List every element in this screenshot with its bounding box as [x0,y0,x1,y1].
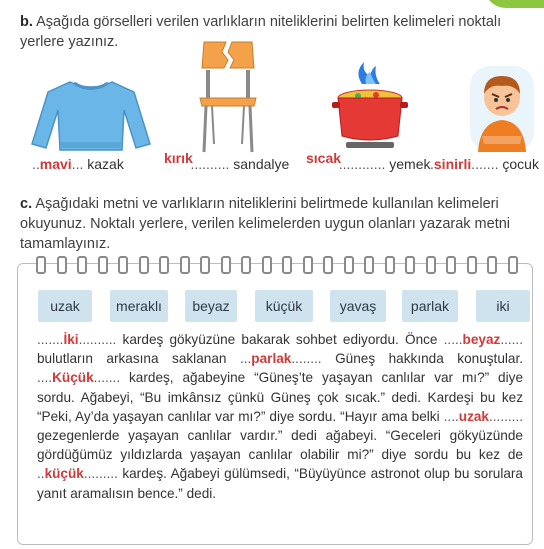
notebook-ring [344,256,354,274]
notebook-ring [303,256,313,274]
answer-1: İki [63,332,79,347]
notebook-ring [405,256,415,274]
angry-boy-icon [470,66,534,152]
caption-sweater: ..mavi... kazak [32,156,124,172]
word-parlak: parlak [402,290,458,322]
notebook-ring [241,256,251,274]
sweater-icon [30,78,152,152]
notebook-ring [159,256,169,274]
notebook-ring [77,256,87,274]
word-iki: iki [476,290,530,322]
word-beyaz: beyaz [185,290,237,322]
answer-5: uzak [458,408,489,424]
caption-pot-line: ............ yemek [338,156,431,172]
section-c-instruction: c. Aşağıdaki metni ve varlıkların niteliklerini belirtmede kullanılan kelimeleri okuyunuz. Noktalı yerlere, verilen kelimelerden uygun olanları yazarak metni tamamlayınız. [20,196,511,252]
notebook-ring [426,256,436,274]
word-yavas: yavaş [330,290,386,322]
word-merakli: meraklı [110,290,168,322]
notebook-ring [508,256,518,274]
section-b-instruction: b. Aşağıda görselleri verilen varlıkların niteliklerini belirten kelimeleri noktalı yerlere yazınız. [20,14,502,50]
caption-chair-line: .......... sandalye [190,156,290,172]
notebook-ring [262,256,272,274]
broken-chair-icon [196,40,260,156]
page-corner-decoration [484,0,544,8]
notebook-ring [487,256,497,274]
notebook-ring [467,256,477,274]
word-uzak: uzak [38,290,92,322]
notebook-ring [385,256,395,274]
notebook-ring [282,256,292,274]
answer-4: Küçük [52,370,94,386]
notebook-ring [36,256,46,274]
answer-3: parlak [251,351,292,367]
caption-boy: .sinirli....... çocuk [430,156,539,172]
hot-pot-icon [332,62,408,152]
word-kucuk: küçük [255,290,313,322]
story-paragraph: .......İki.......... kardeş gökyüzüne bakarak sohbet ediyordu. Önce .....beyaz...... bulutların arkasına saklanan ...parlak........ Güneş hakkında konuştular. ....Küçük....... kardeş, ağabeyine “Güneş’te yaşayan canlılar var mı?” diye sordu. Ağabeyi, “Bu imkânsız çünkü Güneş çok sıcak.” dedi. Kardeşi bu kez “Peki, Ay’da yaşayan canlılar var mı?” diye sordu. “Hayır ama belki ....uzak......... gezegenlerde yaşayan canlılar vardır.” dedi ağabeyi. “Geceleri gökyüzünde gördüğümüz yıldızlarda yaşayan canlılar olabilir mi?” diye sordu bu kez de ..küçük......... kardeş. Ağabeyi gülümsedi, “Büyüyünce astronot olup bu sorulara yanıt aramalısın bence.” dedi. [37,332,524,501]
notebook-ring [221,256,231,274]
notebook-ring [180,256,190,274]
notebook-ring [200,256,210,274]
caption-chair: kırık [164,150,193,166]
notebook-ring [118,256,128,274]
notebook-ring [364,256,374,274]
notebook-ring [57,256,67,274]
answer-2: beyaz [462,332,501,347]
notebook-ring [446,256,456,274]
notebook-ring [323,256,333,274]
answer-6: küçük [44,466,84,482]
caption-pot: sıcak [306,150,342,166]
notebook-ring [139,256,149,274]
notebook-ring [98,256,108,274]
